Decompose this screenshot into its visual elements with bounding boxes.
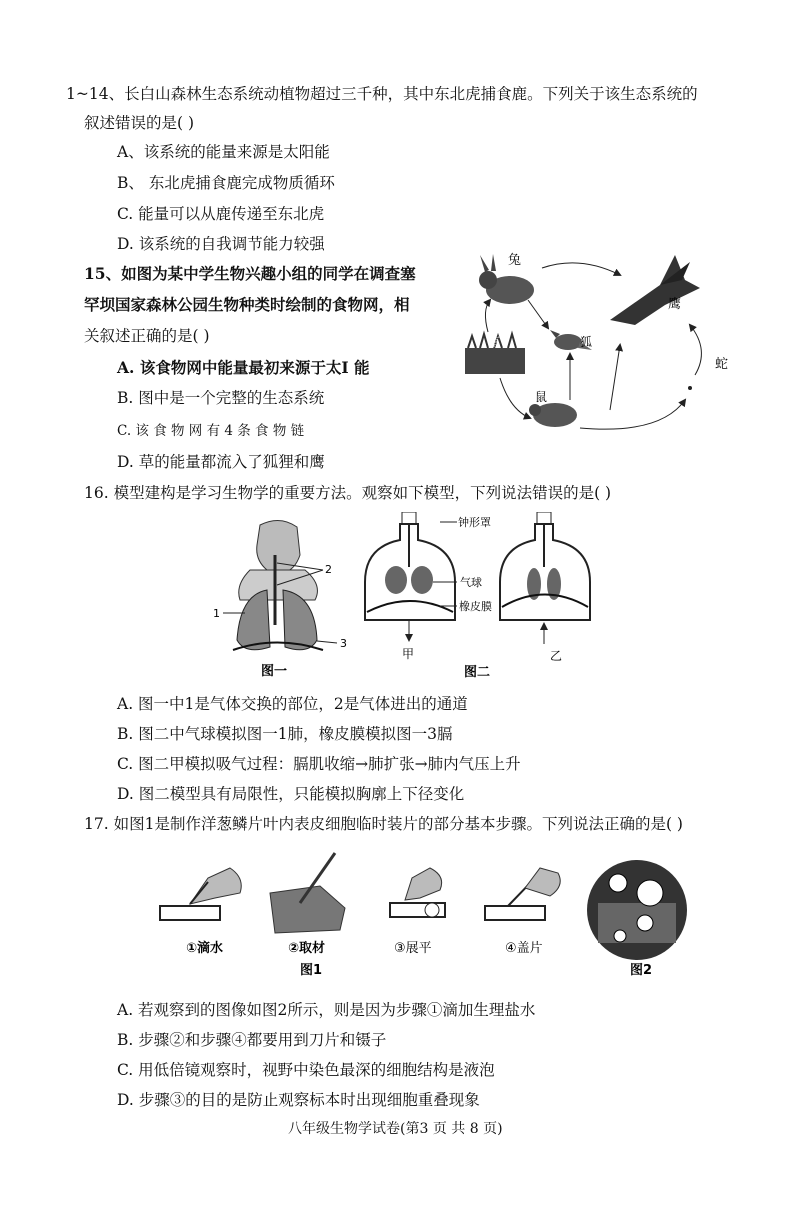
step1-label: ①滴水 (186, 941, 224, 956)
bell-jar-right (500, 512, 590, 644)
label-3-line (317, 641, 337, 643)
step3-image (390, 868, 445, 917)
fig2-label-bell: 钟形罩 (458, 516, 491, 529)
snake-dot (688, 386, 692, 390)
q17-stem: 17. 如图1是制作洋葱鳞片叶内表皮细胞临时装片的部分基本步骤。下列说法正确的是( ) (84, 815, 683, 833)
q16-option-b: B. 图二中气球模拟图一1肺，橡皮膜模拟图一3膈 (117, 725, 453, 743)
q14-option-d: D. 该系统的自我调节能力较强 (117, 235, 325, 253)
q16-option-c: C. 图二甲模拟吸气过程：膈肌收缩→肺扩张→肺内气压上升 (117, 755, 521, 773)
fig1-label-2: 2 (325, 563, 332, 576)
q16-figure-one (205, 515, 365, 685)
q17-figures (150, 848, 690, 983)
bell-jar-left (365, 512, 455, 640)
q14-stem-line2: 叙述错误的是( ) (84, 114, 195, 132)
arrow-snake-eagle (690, 325, 701, 375)
q17-option-c: C. 用低倍镜观察时，视野中染色最深的细胞结构是液泡 (117, 1061, 495, 1079)
mouse-label: 鼠 (535, 390, 548, 404)
q14-option-c: C. 能量可以从鹿传递至东北虎 (117, 205, 325, 223)
arrow-rabbit-eagle (542, 263, 620, 275)
q16-stem: 16. 模型建构是学习生物学的重要方法。观察如下模型，下列说法错误的是( ) (84, 484, 612, 502)
arrow-grass-mouse (500, 378, 530, 418)
q14-option-b: B、 东北虎捕食鹿完成物质循环 (117, 174, 335, 192)
q15-stem-line1: 15、如图为某中学生物兴趣小组的同学在调查塞 (84, 264, 416, 283)
q16-figure-two (360, 512, 600, 687)
rabbit-image (479, 254, 534, 304)
fig2-label-yi: 乙 (550, 649, 563, 663)
arrow-mouse-snake (580, 400, 685, 429)
q15-option-a: A. 该食物网中能量最初来源于太I 能 (117, 358, 370, 377)
step3-label: ③展平 (394, 941, 432, 956)
q15-option-c: C. 该 食 物 网 有 4 条 食 物 链 (117, 423, 305, 439)
q16-option-a: A. 图一中1是气体交换的部位，2是气体进出的通道 (117, 695, 468, 713)
fig1-caption: 图一 (261, 664, 288, 679)
q17-fig2-caption: 图2 (630, 963, 653, 978)
q17-option-d: D. 步骤③的目的是防止观察标本时出现细胞重叠现象 (117, 1091, 480, 1109)
step2-image (270, 853, 345, 933)
fox-label: 狐 (580, 335, 593, 349)
mouse-image (529, 403, 577, 427)
step2-label: ②取材 (288, 941, 326, 956)
microscope-view-image (587, 860, 687, 960)
snake-label: 蛇 (715, 357, 729, 372)
arrow-mouse-eagle (610, 345, 620, 410)
q17-fig1-caption: 图1 (300, 963, 323, 978)
balloon-left-2 (411, 566, 433, 594)
food-web-figure (460, 250, 760, 435)
grass-label: 草 (488, 335, 501, 349)
fig2-label-balloon: 气球 (460, 576, 482, 589)
fig2-label-membrane: 橡皮膜 (459, 600, 492, 613)
arrow-rabbit-fox (528, 300, 548, 328)
fig1-label-3: 3 (340, 637, 347, 650)
step1-image (160, 868, 241, 920)
q15-option-b: B. 图中是一个完整的生态系统 (117, 389, 325, 407)
step4-label: ④盖片 (505, 941, 543, 956)
arrow-grass-rabbit (485, 300, 490, 332)
q17-option-b: B. 步骤②和步骤④都要用到刀片和镊子 (117, 1031, 387, 1049)
q15-option-d: D. 草的能量都流入了狐狸和鹰 (117, 453, 325, 471)
fig2-caption: 图二 (464, 665, 491, 680)
fig2-label-jia: 甲 (402, 647, 415, 661)
q15-stem-line3: 关叙述正确的是( ) (84, 327, 210, 345)
q14-option-a: A、该系统的能量来源是太阳能 (117, 143, 330, 161)
q16-option-d: D. 图二模型具有局限性，只能模拟胸廓上下径变化 (117, 785, 465, 803)
step4-image (485, 868, 560, 920)
q15-stem-line2: 罕坝国家森林公园生物种类时绘制的食物网，相 (84, 295, 410, 314)
eagle-label: 鹰 (668, 297, 682, 312)
q17-option-a: A. 若观察到的图像如图2所示，则是因为步骤①滴加生理盐水 (117, 1001, 536, 1019)
q14-stem-line1: 1~14、长白山森林生态系统动植物超过三千种，其中东北虎捕食鹿。下列关于该生态系统的 (66, 85, 698, 103)
page-footer: 八年级生物学试卷(第3 页 共 8 页) (288, 1121, 503, 1137)
rabbit-label: 兔 (508, 253, 522, 268)
fig1-label-1: 1 (213, 607, 220, 620)
balloon-left-1 (385, 566, 407, 594)
eagle-image (610, 255, 700, 325)
